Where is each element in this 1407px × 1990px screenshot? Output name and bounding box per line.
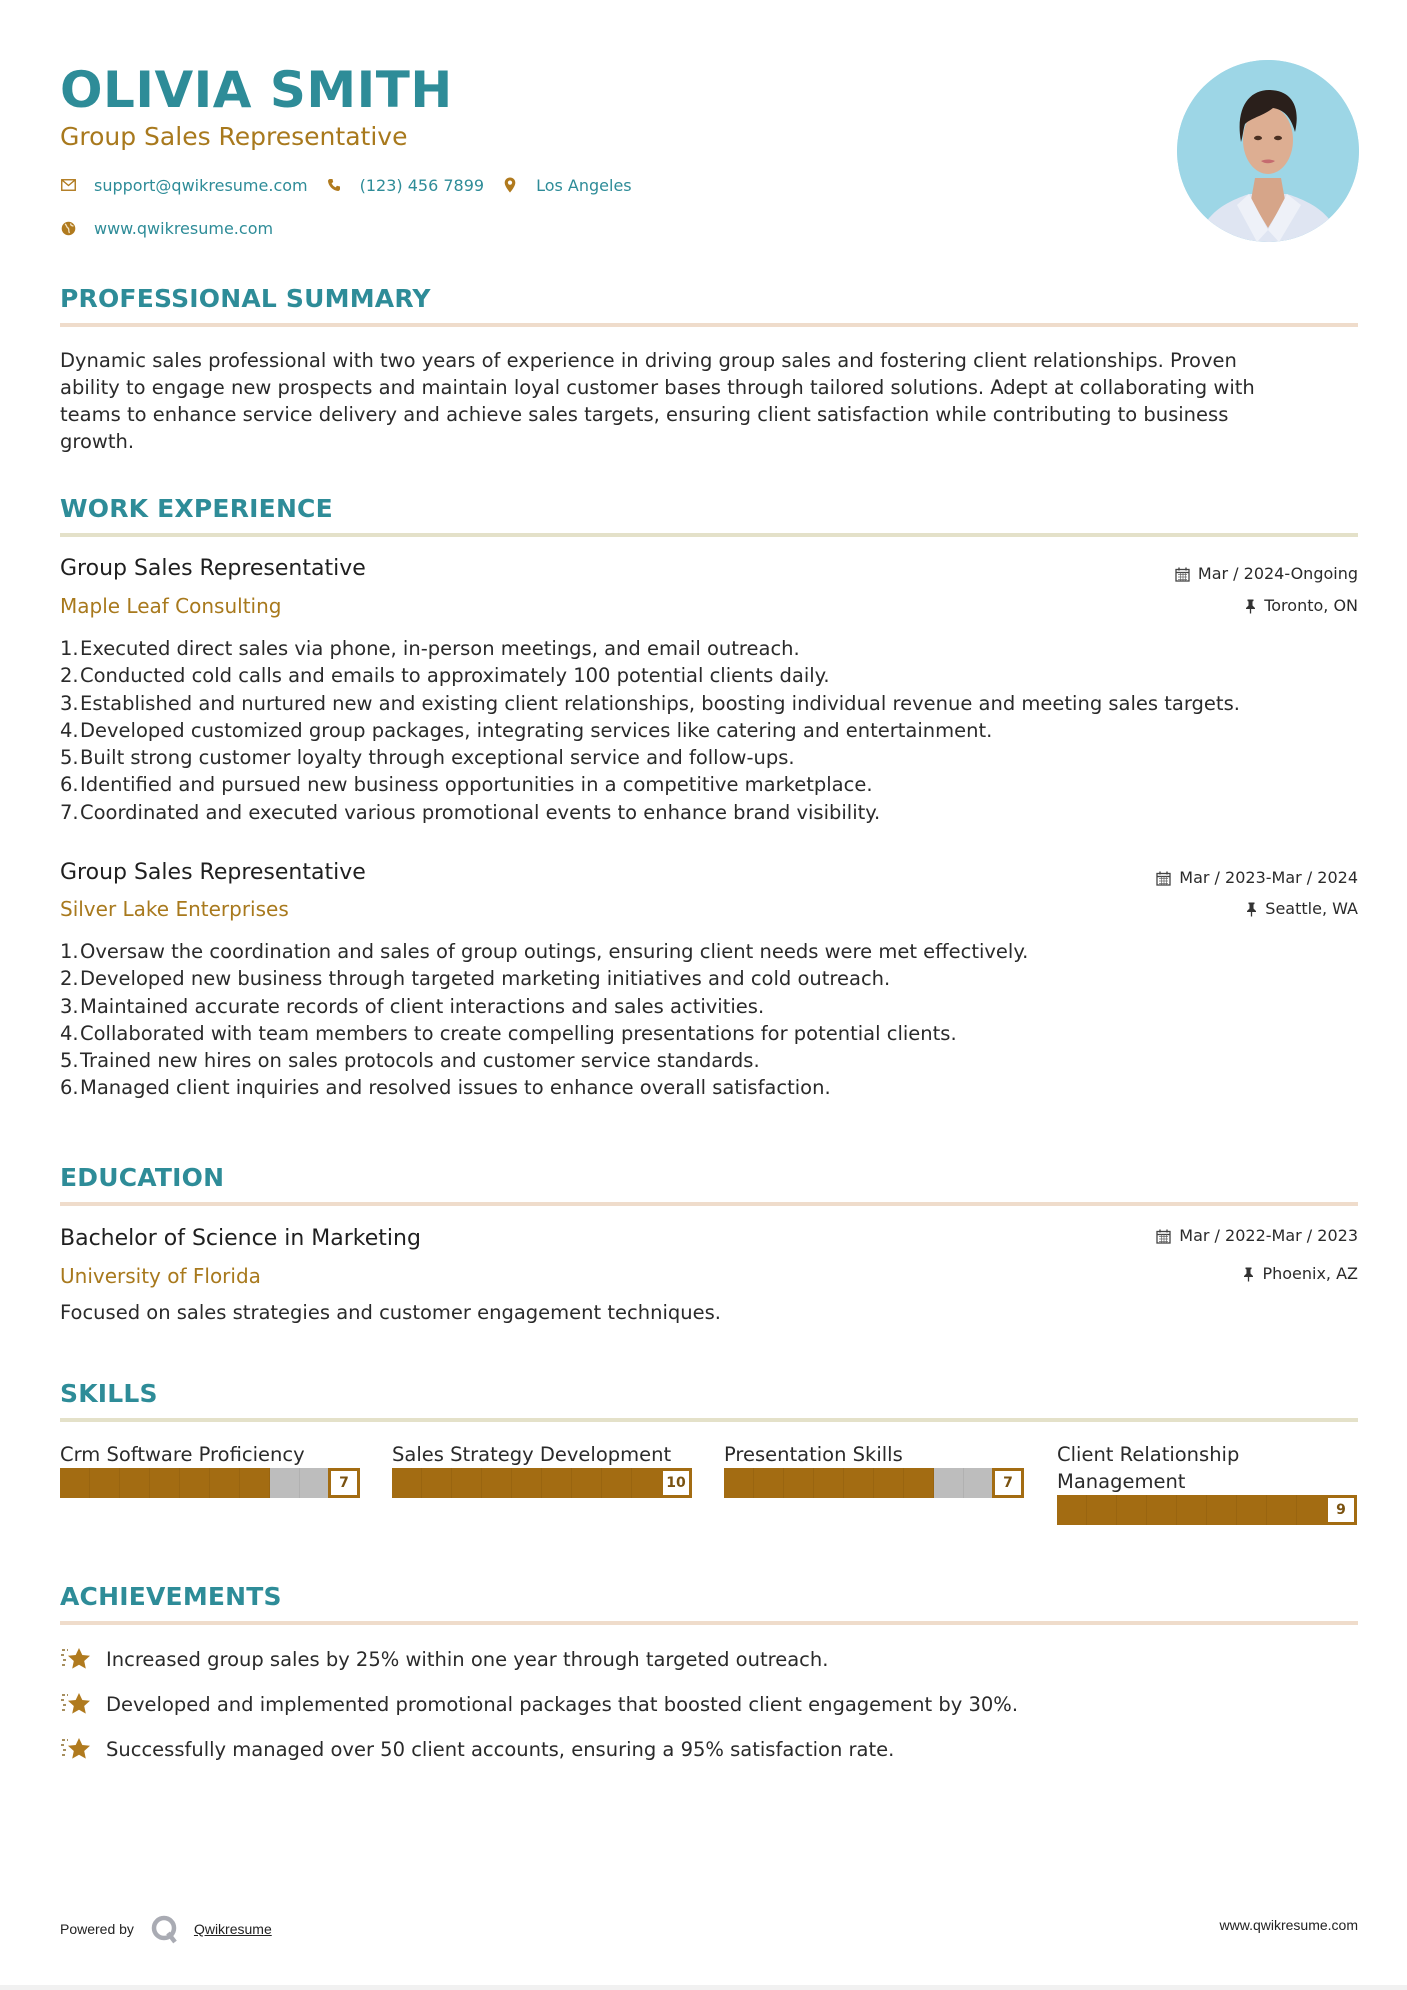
list-item — [60, 993, 1360, 1020]
skill-label: Crm Software Proficiency — [60, 1443, 305, 1466]
section-heading-education: EDUCATION — [60, 1163, 225, 1192]
pushpin-icon — [1243, 1267, 1254, 1282]
job-location — [1245, 595, 1358, 617]
list-item — [60, 690, 1360, 717]
job-role: Group Sales Representative — [60, 556, 366, 581]
skill-rating-bar — [1057, 1495, 1357, 1525]
list-text: Oversaw the coordination and sales of group outings, ensuring client needs were met effectively. — [80, 940, 1029, 963]
list-number: 1. — [60, 637, 79, 660]
list-item — [60, 635, 1360, 662]
list-text: Coordinated and executed various promotional events to enhance brand visibility. — [80, 800, 881, 824]
list-item — [60, 965, 1360, 992]
list-item — [60, 1047, 1360, 1074]
contact-location: Los Angeles — [536, 175, 632, 195]
calendar-icon — [1156, 1229, 1171, 1244]
list-number: 2. — [60, 664, 79, 688]
summary-text — [60, 347, 1360, 455]
list-number: 4. — [60, 718, 79, 742]
contact-phone[interactable]: (123) 456 7899 — [359, 175, 485, 195]
powered-by-label: Powered by — [60, 1921, 134, 1937]
list-text: Managed client inquiries and resolved issues to enhance overall satisfaction. — [80, 1076, 831, 1100]
list-text: Developed new business through targeted marketing initiatives and cold outreach. — [80, 967, 891, 991]
achievement-item — [60, 1645, 828, 1673]
pushpin-icon — [1245, 599, 1256, 614]
list-text: Collaborated with team members to create compelling presentations for potential clients. — [80, 1021, 957, 1045]
qwikresume-link[interactable]: Qwikresume — [193, 1921, 272, 1937]
contact-row-primary — [60, 173, 650, 197]
shooting-star-icon — [60, 1690, 92, 1718]
shooting-star-icon — [60, 1735, 92, 1763]
job-company: Maple Leaf Consulting — [60, 594, 282, 618]
qwikresume-logo-icon — [150, 1914, 180, 1944]
envelope-icon — [60, 177, 76, 193]
skill-item — [724, 1441, 1024, 1498]
list-number: 2. — [60, 967, 79, 991]
education-dates — [1156, 1225, 1358, 1247]
list-item — [60, 1020, 1360, 1047]
summary-line: growth. — [60, 430, 135, 453]
education-description: Focused on sales strategies and customer engagement techniques. — [60, 1301, 721, 1324]
list-number: 4. — [60, 1021, 79, 1045]
candidate-name: OLIVIA SMITH — [60, 61, 453, 119]
summary-line: teams to enhance service delivery and achieve sales targets, ensuring client satisfaction while contributing to business — [60, 403, 1229, 426]
list-item — [60, 744, 1360, 771]
footer-powered-by — [60, 1914, 272, 1944]
achievement-text: Developed and implemented promotional packages that boosted client engagement by 30%. — [106, 1692, 1019, 1716]
list-item — [60, 799, 1360, 826]
portrait-image — [1177, 60, 1359, 242]
skill-label: Sales Strategy Development — [392, 1443, 672, 1466]
education-dates-text: Mar / 2022-Mar / 2023 — [1179, 1226, 1358, 1245]
section-divider — [60, 533, 1358, 537]
list-text: Executed direct sales via phone, in-person meetings, and email outreach. — [80, 637, 800, 660]
list-number: 3. — [60, 994, 79, 1018]
skill-rating-bar — [60, 1468, 360, 1498]
list-item — [60, 662, 1360, 689]
job-dates-text: Mar / 2024-Ongoing — [1197, 564, 1358, 583]
shooting-star-icon — [60, 1645, 92, 1673]
section-divider — [60, 1621, 1358, 1625]
skill-score: 7 — [328, 1468, 360, 1498]
candidate-title: Group Sales Representative — [60, 122, 408, 151]
skill-label: Client Relationship Management — [1057, 1443, 1240, 1493]
section-divider — [60, 323, 1358, 327]
list-item — [60, 771, 1360, 798]
achievement-text: Increased group sales by 25% within one year through targeted outreach. — [106, 1647, 829, 1671]
list-number: 6. — [60, 773, 79, 797]
list-text: Identified and pursued new business opportunities in a competitive marketplace. — [80, 773, 873, 797]
skill-item — [1057, 1441, 1357, 1525]
job-location-text: Toronto, ON — [1264, 596, 1358, 615]
list-item — [60, 1074, 1360, 1101]
contact-email[interactable]: support@qwikresume.com — [94, 175, 308, 195]
skill-label: Presentation Skills — [724, 1443, 903, 1466]
list-text: Maintained accurate records of client interactions and sales activities. — [80, 994, 765, 1018]
map-pin-icon — [502, 177, 518, 193]
skill-rating-bar — [724, 1468, 1024, 1498]
skill-score: 10 — [660, 1468, 692, 1498]
section-divider — [60, 1418, 1358, 1422]
page-bottom-edge — [0, 1985, 1407, 1990]
skill-score: 9 — [1325, 1495, 1357, 1525]
education-location-text: Phoenix, AZ — [1262, 1264, 1358, 1283]
list-number: 3. — [60, 691, 79, 715]
job-bullet-list — [60, 938, 1360, 1102]
summary-line: ability to engage new prospects and maintain loyal customer bases through tailored solutions. Adept at collaborating with — [60, 376, 1255, 399]
job-company: Silver Lake Enterprises — [60, 897, 289, 921]
profile-photo — [1177, 60, 1359, 242]
education-location — [1243, 1263, 1358, 1285]
list-number: 5. — [60, 1049, 79, 1073]
calendar-icon — [1156, 871, 1171, 886]
section-heading-experience: WORK EXPERIENCE — [60, 494, 333, 523]
list-number: 7. — [60, 800, 79, 824]
skill-item — [60, 1441, 360, 1498]
list-text: Built strong customer loyalty through exceptional service and follow-ups. — [80, 746, 795, 770]
list-text: Established and nurtured new and existing client relationships, boosting individual revenue and meeting sales targets. — [80, 691, 1240, 715]
list-text: Developed customized group packages, integrating services like catering and entertainment. — [80, 718, 993, 742]
achievement-text: Successfully managed over 50 client accounts, ensuring a 95% satisfaction rate. — [106, 1737, 895, 1761]
skill-rating-bar — [392, 1468, 692, 1498]
section-heading-skills: SKILLS — [60, 1379, 158, 1408]
section-heading-achievements: ACHIEVEMENTS — [60, 1582, 282, 1611]
section-heading-summary: PROFESSIONAL SUMMARY — [60, 284, 431, 313]
list-text: Trained new hires on sales protocols and customer service standards. — [80, 1049, 760, 1073]
achievement-item — [60, 1735, 894, 1763]
section-divider — [60, 1202, 1358, 1206]
contact-row-secondary — [60, 216, 291, 240]
phone-icon — [326, 177, 342, 193]
job-bullet-list — [60, 635, 1360, 826]
job-dates — [1175, 563, 1358, 585]
list-item — [60, 938, 1360, 965]
skill-score: 7 — [992, 1468, 1024, 1498]
job-role: Group Sales Representative — [60, 860, 366, 885]
globe-icon — [60, 220, 76, 236]
list-text: Conducted cold calls and emails to approximately 100 potential clients daily. — [80, 664, 830, 688]
job-dates — [1156, 867, 1358, 889]
footer-website[interactable]: www.qwikresume.com — [1219, 1917, 1358, 1933]
list-number: 6. — [60, 1076, 79, 1100]
list-number: 5. — [60, 746, 79, 770]
skill-item — [392, 1441, 692, 1498]
job-location-text: Seattle, WA — [1265, 899, 1358, 918]
contact-website[interactable]: www.qwikresume.com — [94, 218, 274, 238]
achievement-item — [60, 1690, 1018, 1718]
pushpin-icon — [1246, 902, 1257, 917]
list-item — [60, 717, 1360, 744]
education-degree: Bachelor of Science in Marketing — [60, 1226, 421, 1251]
job-dates-text: Mar / 2023-Mar / 2024 — [1179, 868, 1358, 887]
summary-line: Dynamic sales professional with two years of experience in driving group sales and fostering client relationships. Proven — [60, 349, 1237, 372]
calendar-icon — [1175, 567, 1190, 582]
job-location — [1246, 898, 1358, 920]
education-school: University of Florida — [60, 1264, 261, 1288]
list-number: 1. — [60, 940, 79, 963]
